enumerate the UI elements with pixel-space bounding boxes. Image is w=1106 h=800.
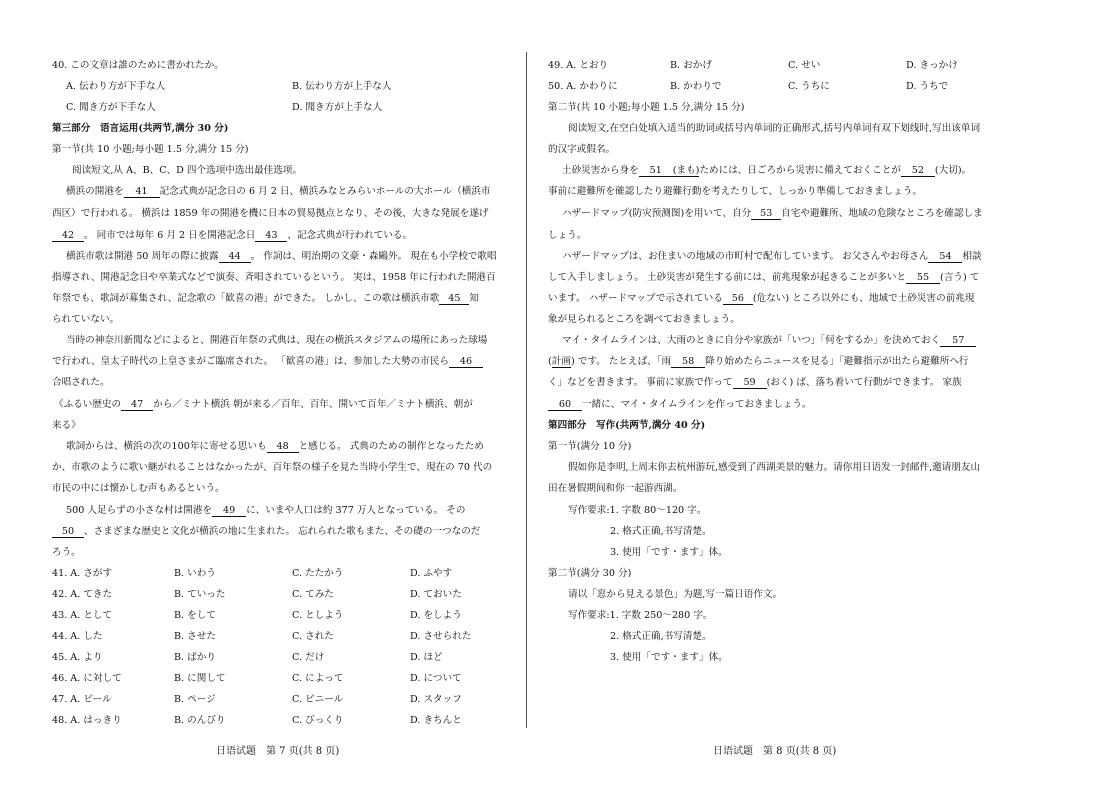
- passage-line: (計画) です。 たとえば、「雨 58 降り始めたらニュースを見る」「避難指示が出たら避難所へ行: [548, 356, 969, 367]
- blank-48: 48: [267, 441, 299, 453]
- column-divider: [526, 52, 527, 728]
- blank-41: 41: [124, 186, 160, 198]
- writing1-req2: 2. 格式正确,书写清楚。: [610, 526, 712, 537]
- writing2-heading: 第二节(满分 30 分): [548, 568, 632, 579]
- option: 45. A. より: [52, 652, 103, 663]
- passage-line: 事前に避難所を確認したり避難行動を考えたりして、しっかり準備しておきましょう。: [548, 186, 922, 197]
- part4-heading: 第四部分 写作(共两节,满分 40 分): [548, 420, 706, 431]
- page-footer-right: 日语试题 第 8 页(共 8 页): [713, 746, 837, 757]
- option: B. のんびり: [174, 715, 226, 726]
- blank-44: 44: [219, 251, 251, 263]
- passage-line: 横浜市歌は開港 50 周年の際に披露 44 。 作詞は、明治期の文豪・森鷗外。 現在も小学校で歌唱: [66, 251, 497, 262]
- passage-line: 50 、さまざまな歴史と文化が横浜の地に生まれた。 忘れられた歌もまた、その礎の一つなのだ: [52, 525, 480, 539]
- left-page: [52, 0, 522, 800]
- option: C. としよう: [292, 610, 344, 621]
- option: C. うちに: [788, 81, 830, 92]
- blank-53: 53: [751, 208, 781, 220]
- option: C. せい: [788, 60, 821, 71]
- passage-line: で行われ、皇太子時代の上皇さまがご臨席された。 「歓喜の港」は、参加した大勢の市民ら 46: [52, 355, 483, 369]
- option: C. された: [292, 631, 334, 642]
- option: B. いわう: [174, 568, 216, 579]
- writing2-req2: 2. 格式正确,书写清楚。: [610, 631, 712, 642]
- option: 46. A. に対して: [52, 673, 122, 684]
- blank-49: 49: [212, 505, 246, 517]
- q40-option-c: C. 聞き方が下手な人: [66, 102, 156, 113]
- option: D. をしよう: [410, 610, 462, 621]
- passage-line: 当時の神奈川新聞などによると、開港百年祭の式典は、現在の横浜スタジアムの場所にあった球場: [66, 335, 488, 346]
- option: C. だけ: [292, 652, 325, 663]
- q40-stem: 40. この文章は誰のために書かれたか。: [52, 60, 224, 71]
- option: C. によって: [292, 673, 344, 684]
- passage-line: います。 ハザードマップで示されている 56 (危ない) ところ以外にも、地域で土砂災害の前兆現: [548, 293, 975, 304]
- page-footer-left: 日语试题 第 7 页(共 8 页): [216, 746, 340, 757]
- writing2-req1: 写作要求:1. 字数 250～280 字。: [568, 610, 713, 621]
- passage-line: 来る》: [52, 420, 81, 431]
- section2-instruction: 阅读短文,在空白处填入适当的助词或括号内单词的正确形式,括号内单词有双下划线时,写出该单词: [568, 123, 981, 134]
- blank-57: 57: [940, 335, 976, 347]
- blank-54: 54: [928, 251, 962, 263]
- writing2-prompt: 请以「窓から見える景色」为题,写一篇日语作文。: [568, 589, 783, 600]
- option: D. について: [410, 673, 462, 684]
- option: B. ばかり: [174, 652, 216, 663]
- section1-heading: 第一节(共 10 小题;每小题 1.5 分,满分 15 分): [52, 144, 249, 155]
- option: B. をして: [174, 610, 216, 621]
- writing1-req1: 写作要求:1. 字数 80～120 字。: [568, 505, 707, 516]
- q40-option-d: D. 聞き方が上手な人: [292, 102, 383, 113]
- passage-line: く」などを書きます。 事前に家族で作って 59 (おく) ば、落ち着いて行動ができます。 家族: [548, 377, 962, 388]
- q40-option-a: A. 伝わり方が下手な人: [66, 81, 166, 92]
- blank-51: 51: [639, 165, 673, 177]
- writing1-prompt-cont: 田在暑假期间和你一起游西湖。: [548, 483, 683, 494]
- blank-55: 55: [906, 272, 940, 284]
- option: D. ふやす: [410, 568, 453, 579]
- passage-line: 60 一緒に、マイ・タイムラインを作っておきましょう。: [548, 398, 812, 412]
- blank-46: 46: [449, 356, 483, 368]
- option: 44. A. した: [52, 631, 103, 642]
- option: C. びっくり: [292, 715, 344, 726]
- passage-line: ハザードマップ(防灾预测图)を用いて、自分 53 自宅や避難所、地域の危険なところを確認しま: [562, 208, 983, 219]
- passage-line: ハザードマップは、お住まいの地域の市町村で配布しています。 お父さんやお母さん 54 相談: [562, 251, 982, 262]
- blank-47: 47: [121, 399, 153, 411]
- section1-instruction: 阅读短文,从 A、B、C、D 四个选项中选出最佳选项。: [72, 165, 303, 176]
- section2-instruction-cont: 的汉字或假名。: [548, 144, 616, 155]
- passage-line: ろう。: [52, 547, 81, 558]
- blank-60: 60: [548, 399, 582, 411]
- option: C. たたかう: [292, 568, 344, 579]
- passage-line: しょう。: [548, 230, 587, 241]
- option: D. ほど: [410, 652, 443, 663]
- option: B. おかげ: [670, 60, 712, 71]
- option: 50. A. かわりに: [548, 81, 618, 92]
- passage-line: 市民の中には懐かしむ声もあるという。: [52, 483, 225, 494]
- option: C. ビニール: [292, 694, 344, 705]
- option: B. ページ: [174, 694, 216, 705]
- blank-52: 52: [901, 165, 935, 177]
- option: D. うちで: [906, 81, 949, 92]
- option: B. に関して: [174, 673, 226, 684]
- writing1-prompt: 假如你是李明,上周末你去杭州游玩,感受到了西湖美景的魅力。请你用日语发一封邮件,邀请朋友山: [568, 462, 981, 473]
- option: B. ていった: [174, 589, 226, 600]
- option: B. させた: [174, 631, 216, 642]
- passage-line: マイ・タイムラインは、大雨のときに自分や家族が「いつ」「何をするか」を決めておく 57: [562, 334, 976, 348]
- right-page: [548, 0, 1048, 800]
- option: 42. A. てきた: [52, 589, 113, 600]
- writing1-req3: 3. 使用「です・ます」体。: [610, 547, 728, 558]
- passage-line: して入手しましょう。 土砂災害が発生する前には、前兆現象が起きることが多いと 55 (言う) て: [548, 272, 980, 283]
- option: 43. A. として: [52, 610, 113, 621]
- option: B. かわりで: [670, 81, 722, 92]
- passage-line: 指導され、開港記念日や卒業式などで演奏、斉唱されているという。 実は、1958 年に行われた開港百: [52, 272, 496, 283]
- option: 41. A. さがす: [52, 568, 113, 579]
- option: D. きちんと: [410, 715, 462, 726]
- blank-42: 42: [52, 230, 84, 242]
- blank-56: 56: [723, 293, 753, 305]
- section2-heading: 第二节(共 10 小题;每小题 1.5 分,满分 15 分): [548, 102, 745, 113]
- passage-line: 500 人足らずの小さな村は開港を 49 に、いまや人口は約 377 万人となっている。 その: [66, 505, 466, 516]
- q40-option-b: B. 伝わり方が上手な人: [292, 81, 392, 92]
- passage-line: 歌詞からは、横浜の次の100年に寄せる思いも 48 と感じる。 式典のための制作となったため: [66, 441, 484, 452]
- passage-line: か、市歌のように歌い継がれることはなかったが、百年祭の様子を見た当時小学生で、現在の 70 代の: [52, 462, 493, 473]
- blank-43: 43: [255, 230, 287, 242]
- blank-58: 58: [671, 356, 705, 368]
- passage-line: 土砂災害から身を 51 (まも)ためには、日ごろから災害に備えておくことが 52 (大切)。: [562, 165, 972, 176]
- passage-line: 年祭でも、歌詞が募集され、記念歌の「歓喜の港」ができた。 しかし、この歌は横浜市歌 45 知: [52, 293, 479, 304]
- option: C. てみた: [292, 589, 334, 600]
- passage-line: 横浜の開港を 41 記念式典が記念日の 6 月 2 日、横浜みなとみらいホールの大ホール（横浜市: [66, 186, 491, 197]
- writing1-heading: 第一节(满分 10 分): [548, 441, 632, 452]
- writing2-req3: 3. 使用「です・ます」体。: [610, 652, 728, 663]
- option: 47. A. ビール: [52, 694, 112, 705]
- option: 49. A. とおり: [548, 60, 609, 71]
- blank-45: 45: [439, 293, 469, 305]
- passage-line: 《ふるい歴史の 47 から／ミナト横浜 朝が来る／百年、百年、開いて百年／ミナト横浜、朝が: [54, 399, 473, 410]
- option: D. させられた: [410, 631, 472, 642]
- passage-line: られていない。: [52, 314, 120, 325]
- option: D. ておいた: [410, 589, 462, 600]
- blank-50: 50: [52, 526, 84, 538]
- passage-line: 象が見られるところを調べておきましょう。: [548, 314, 740, 325]
- option: D. きっかけ: [906, 60, 958, 71]
- option: D. スタッフ: [410, 694, 462, 705]
- passage-line: 西区）で行われる。 横浜は 1859 年の開港を機に日本の貿易拠点となり、その後、大きな発展を遂げ: [52, 208, 489, 219]
- option: 48. A. はっきり: [52, 715, 122, 726]
- blank-59: 59: [733, 377, 767, 389]
- passage-line: 42 。 同市では毎年 6 月 2 日を開港記念日 43 、記念式典が行われている。: [52, 229, 412, 243]
- passage-line: 合唱された。: [52, 377, 110, 388]
- part3-heading: 第三部分 语言运用(共两节,满分 30 分): [52, 123, 229, 134]
